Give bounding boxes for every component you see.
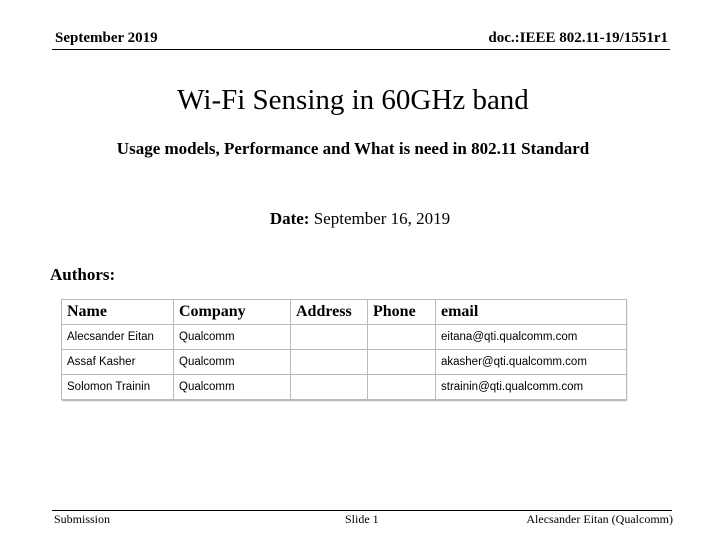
cell-email: eitana@qti.qualcomm.com	[436, 325, 627, 350]
authors-label: Authors:	[50, 265, 116, 284]
table-row	[62, 325, 627, 350]
cell-company: Qualcomm	[174, 325, 291, 350]
cell-name: Solomon Trainin	[62, 375, 174, 400]
header-name: Name	[62, 300, 174, 325]
cell-phone	[368, 350, 436, 375]
cell-name: Assaf Kasher	[62, 350, 174, 375]
slide-title: Wi-Fi Sensing in 60GHz band	[177, 84, 529, 116]
cell-address	[291, 375, 368, 400]
table-row	[62, 375, 627, 400]
date-value: September 16, 2019	[309, 209, 451, 228]
cell-email: akasher@qti.qualcomm.com	[436, 350, 627, 375]
header-date: September 2019	[55, 30, 158, 46]
cell-address	[291, 350, 368, 375]
authors-table	[61, 299, 627, 400]
cell-company: Qualcomm	[174, 350, 291, 375]
header-doc-id: doc.:IEEE 802.11-19/1551r1	[488, 30, 668, 46]
slide-subtitle: Usage models, Performance and What is need in 802.11 Standard	[116, 139, 590, 158]
header-company: Company	[174, 300, 291, 325]
cell-phone	[368, 325, 436, 350]
footer-submission: Submission	[54, 512, 111, 526]
footer-slide-number: Slide 1	[345, 512, 379, 526]
header-email: email	[436, 300, 627, 325]
footer-author: Alecsander Eitan (Qualcomm)	[526, 512, 673, 526]
cell-name: Alecsander Eitan	[62, 325, 174, 350]
table-header-row	[62, 300, 627, 325]
table-row	[62, 350, 627, 375]
cell-email: strainin@qti.qualcomm.com	[436, 375, 627, 400]
footer-divider	[52, 510, 672, 511]
header-phone: Phone	[368, 300, 436, 325]
cell-phone	[368, 375, 436, 400]
cell-company: Qualcomm	[174, 375, 291, 400]
header-divider	[52, 49, 670, 50]
date-line	[0, 209, 720, 229]
header-address: Address	[291, 300, 368, 325]
cell-address	[291, 325, 368, 350]
authors-table-container	[61, 299, 626, 400]
date-label: Date:	[269, 209, 310, 228]
